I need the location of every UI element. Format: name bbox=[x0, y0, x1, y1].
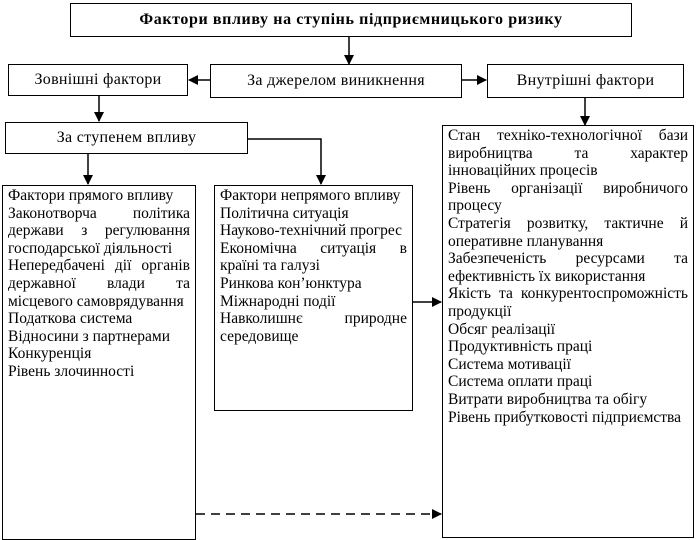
list-item: Політична ситуація bbox=[220, 204, 349, 222]
internal-factors-box: Внутрішні фактори bbox=[487, 64, 684, 98]
list-item: Стан техніко-технологічної бази виробництва та характер інноваційних процесів bbox=[448, 127, 688, 180]
list-item: Законотворча політика держави з регулювання господарської діяльності bbox=[8, 204, 190, 257]
list-item: Податкова система bbox=[8, 310, 133, 328]
indirect-influence-box bbox=[214, 185, 413, 411]
list-item: Стратегія розвитку, тактичне й оперативне планування bbox=[448, 214, 688, 250]
list-item: Відносини з партнерами bbox=[8, 327, 171, 345]
list-item: Забезпеченість ресурсами та ефективність їх використання bbox=[448, 250, 688, 285]
list-item: Рівень прибутковості підприємства bbox=[448, 408, 682, 426]
list-item: Ринкова кон’юнктура bbox=[220, 274, 362, 292]
list-item: Конкуренція bbox=[8, 345, 92, 363]
list-item: Система оплати праці bbox=[448, 373, 593, 391]
list-item: Навколишнє природне середовище bbox=[220, 310, 407, 345]
list-item: Система мотивації bbox=[448, 355, 571, 373]
list-item: Рівень злочинності bbox=[8, 362, 135, 380]
source-of-origin-box: За джерелом виникнення bbox=[210, 64, 462, 98]
list-item: Якість та конкурентоспроможність продукції bbox=[448, 285, 688, 320]
direct-heading: Фактори прямого впливу bbox=[8, 187, 174, 204]
list-item: Міжнародні події bbox=[220, 292, 336, 310]
list-item: Рівень організації виробничого процесу bbox=[448, 179, 688, 215]
indirect-heading: Фактори непрямого впливу bbox=[220, 187, 401, 204]
arrow-degree-to-indirect bbox=[248, 139, 321, 184]
internal-factors-list-box bbox=[442, 125, 694, 538]
degree-of-influence-box: За ступенем впливу bbox=[5, 122, 248, 154]
direct-influence-box bbox=[2, 185, 196, 540]
list-item: Економічна ситуація в країні та галузі bbox=[220, 239, 407, 275]
list-item: Науково-технічний прогрес bbox=[220, 222, 403, 240]
list-item: Обсяг реалізації bbox=[448, 320, 556, 338]
list-item: Продуктивність праці bbox=[448, 338, 593, 356]
list-item: Непередбачені дії органів державної влади та місцевого самоврядування bbox=[8, 257, 190, 310]
list-item: Витрати виробництва та обігу bbox=[448, 390, 648, 408]
diagram-title: Фактори впливу на ступінь підприємницького ризику bbox=[70, 3, 632, 37]
external-factors-box: Зовнішні фактори bbox=[8, 64, 188, 96]
